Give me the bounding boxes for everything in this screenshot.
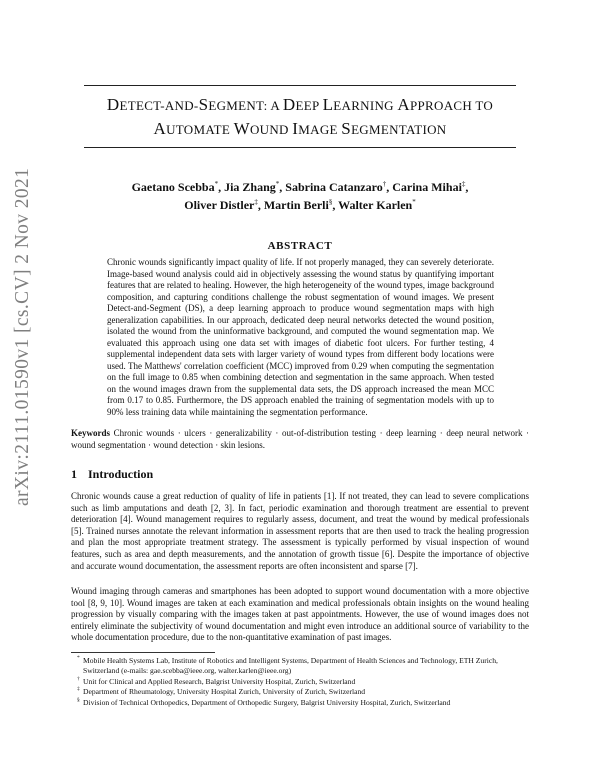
title-rule-top [84, 85, 516, 86]
paper-title [70, 93, 530, 141]
author-line-1: Gaetano Scebba*, Jia Zhang*, Sabrina Catanzaro†, Carina Mihai‡, [131, 180, 469, 194]
abstract-body: Chronic wounds significantly impact quality of life. If not properly managed, they can severely deteriorate. Image-based wound analysis could aid in objectively assessing the wound status by quantifying important features that are related to healing. However, the high heterogeneity of the wound types, image background composition, and capturing conditions challenge the robust segmentation of wound images. We present Detect-and-Segment (DS), a deep learning approach to produce wound segmentation maps with high generalization capabilities. In our approach, dedicated deep neural networks detected the wound position, isolated the wound from the uninformative background, and computed the wound segmentation map. We evaluated this approach using one data set with images of diabetic foot ulcers. For further testing, 4 supplemental independent data sets with larger variety of wound types from different body locations were used. The Matthews' correlation coefficient (MCC) improved from 0.29 when computing the segmentation on the full image to 0.85 when combining detection and segmentation in the same approach. When tested on the wound images drawn from the supplemental data sets, the DS approach increased the mean MCC from 0.17 to 0.85. Furthermore, the DS approach enabled the training of segmentation models with up to 90% less training data while maintaining the segmentation performance. [107, 257, 494, 417]
footnote-item: † Unit for Clinical and Applied Research, Balgrist University Hospital, Zurich, Switzerland [77, 675, 356, 686]
keywords-label: Keywords [71, 428, 110, 438]
footnote-item: * Mobile Health Systems Lab, Institute of Robotics and Intelligent Systems, Department of Health Sciences and Technology, ETH Zurich, Switzerland (e-mails: gae.scebba@ieee.org, walter.karlen@ieee.org) [77, 655, 498, 676]
intro-paragraph-1: Chronic wounds cause a great reduction of quality of life in patients [1]. If not treated, they can lead to severe complications such as limb amputations and death [2, 3]. In fact, periodic examination and thorough treatment are essential to prevent deterioration [4]. Wound management requires to regularly assess, document, and treat the wound by medical professionals [5]. Trained nurses annotate the relevant information in assessment reports that are then used to track the healing progression and plan the most appropriate treatment strategy. The assessment is typically performed by visual inspection of wound features, such as area and depth measurements, and the annotation of growth tissue [6]. Despite the importance of objective and accurate wound documentation, the assessment reports are often inconsistent and sparse [7]. [71, 491, 529, 571]
author-list [60, 177, 540, 213]
footnotes [71, 656, 529, 708]
footnote-separator [71, 652, 215, 653]
abstract-heading: ABSTRACT [267, 240, 333, 252]
keywords-block [71, 428, 529, 451]
author-line-2: Oliver Distler‡, Martin Berli§, Walter Karlen* [184, 198, 416, 212]
arxiv-identifier-stamp: arXiv:2111.01590v1 [cs.CV] 2 Nov 2021 [12, 167, 33, 506]
footnote-item: § Division of Technical Orthopedics, Department of Orthopedic Surgery, Balgrist University Hospital, Zurich, Switzerland [77, 696, 451, 707]
title-line-1: DETECT-AND-SEGMENT: A DEEP LEARNING APPROACH TO [106, 95, 494, 114]
section-number: 1 [71, 467, 77, 481]
keywords-text: Chronic wounds · ulcers · generalizability · out-of-distribution testing · deep learning · deep neural network · wound segmentation · wound detection · skin lesions. [71, 428, 530, 450]
title-line-2: AUTOMATE WOUND IMAGE SEGMENTATION [153, 119, 447, 138]
title-rule-bottom [84, 147, 516, 148]
footnote-item: ‡ Department of Rheumatology, University Hospital Zurich, University of Zurich, Switzerland [77, 686, 366, 697]
intro-paragraph-2: Wound imaging through cameras and smartphones has been adopted to support wound documentation with a more objective tool [8, 9, 10]. Wound images are taken at each examination and medical professionals obtain insights on the wound healing progression by visually comparing with the images taken at past appointments. However, the use of wound images does not entirely eliminate the subjectivity of wound documentation and might even introduce an additional source of variability to the whole documentation procedure, due to the non-quantitative examination of past images. [71, 586, 529, 643]
section-title: Introduction [88, 467, 154, 481]
section-heading [71, 467, 153, 482]
